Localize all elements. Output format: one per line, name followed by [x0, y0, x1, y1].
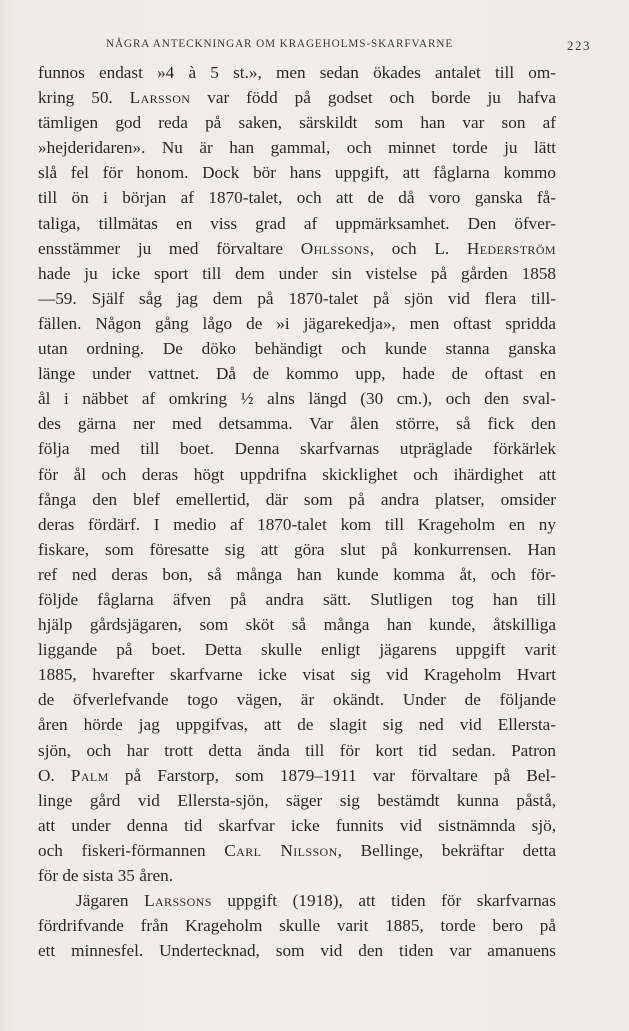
- text-line: linge gård vid Ellersta-sjön, säger sig bestämdt kunna påstå,: [38, 790, 556, 810]
- text-line: fördrifvande från Krageholm skulle varit 1885, torde bero på: [38, 916, 556, 936]
- page-number: 223: [567, 38, 591, 53]
- text-line: funnos endast »4 à 5 st.», men sedan ökades antalet till om-: [38, 63, 556, 82]
- running-head: [38, 38, 591, 54]
- running-title: NÅGRA ANTECKNINGAR OM KRAGEHOLMS-SKARFVARNE: [106, 38, 454, 50]
- text-line: fällen. Någon gång lågo de »i jägarekedja», men oftast spridda: [38, 313, 556, 333]
- text-line: ensstämmer ju med förvaltare Ohlssons, och L. Hederström: [38, 238, 556, 258]
- text-line: des gärna ner med detsamma. Var ålen större, så fick den: [38, 414, 556, 434]
- text-line: åren hörde jag uppgifvas, att de slagit sig ned vid Ellersta-: [38, 715, 556, 735]
- text-line: tämligen god reda på saken, särskildt som han var son af: [38, 113, 556, 133]
- text-line: 1885, hvarefter skarfvarne icke visat sig vid Krageholm Hvart: [38, 665, 556, 685]
- text-line: och fiskeri-förmannen Carl Nilsson, Bellinge, bekräftar detta: [38, 840, 556, 860]
- text-line: —59. Själf såg jag dem på 1870-talet på sjön vid flera till-: [38, 288, 556, 308]
- text-line: utan ordning. De döko behändigt och kunde stanna ganska: [38, 339, 556, 359]
- text-line: hade ju icke sport till dem under sin vistelse på gården 1858: [38, 263, 556, 283]
- text-line: Jägaren Larssons uppgift (1918), att tiden för skarfvarnas: [76, 891, 556, 911]
- text-line: ett minnesfel. Undertecknad, som vid den tiden var amanuens: [38, 941, 556, 961]
- text-line: länge under vattnet. Då de kommo upp, hade de oftast en: [38, 364, 556, 384]
- text-line: för ål och deras högt uppdrifna skicklighet och ihärdighet att: [38, 464, 556, 484]
- text-line: liggande på boet. Detta skulle enligt jägarens uppgift varit: [38, 640, 556, 660]
- text-line: hjälp gårdsjägaren, som sköt så många han kunde, åtskilliga: [38, 615, 556, 635]
- text-line: för de sista 35 åren.: [38, 866, 174, 885]
- text-line: följde fåglarna äfven på andra sätt. Slutligen tog han till: [38, 589, 556, 609]
- text-line: fånga den blef emellertid, där som på andra platser, omsider: [38, 489, 556, 509]
- text-line: ref ned deras bon, så många han kunde komma åt, och för-: [38, 564, 556, 584]
- text-line: sjön, och har trott detta ända till för kort tid sedan. Patron: [38, 740, 556, 760]
- text-line: fiskare, som föresatte sig att göra slut på konkurrensen. Han: [38, 539, 556, 559]
- text-line: deras fördärf. I medio af 1870-talet kom till Krageholm en ny: [38, 514, 556, 534]
- body-text: [38, 60, 556, 963]
- text-line: till ön i början af 1870-talet, och att de då voro ganska få-: [38, 188, 556, 208]
- text-line: taliga, tillmätas en viss grad af uppmärksamhet. Den öfver-: [38, 213, 556, 233]
- text-line: kring 50. Larsson var född på godset och borde ju hafva: [38, 88, 556, 108]
- text-line: följa med till boet. Denna skarfvarnas utpräglade förkärlek: [38, 439, 556, 459]
- text-line: att under denna tid skarfvar icke funnits vid sistnämnda sjö,: [38, 815, 556, 835]
- text-line: »hejderidaren». Nu är han gammal, och minnet torde ju lätt: [38, 138, 556, 158]
- text-line: ål i näbbet af omkring ½ alns längd (30 cm.), och den sval-: [38, 389, 556, 409]
- text-line: de öfverlefvande togo vägen, är okändt. Under de följande: [38, 690, 556, 710]
- text-line: O. Palm på Farstorp, som 1879–1911 var förvaltare på Bel-: [38, 765, 556, 785]
- text-line: slå fel för honom. Dock bör hans uppgift, att fåglarna kommo: [38, 163, 556, 183]
